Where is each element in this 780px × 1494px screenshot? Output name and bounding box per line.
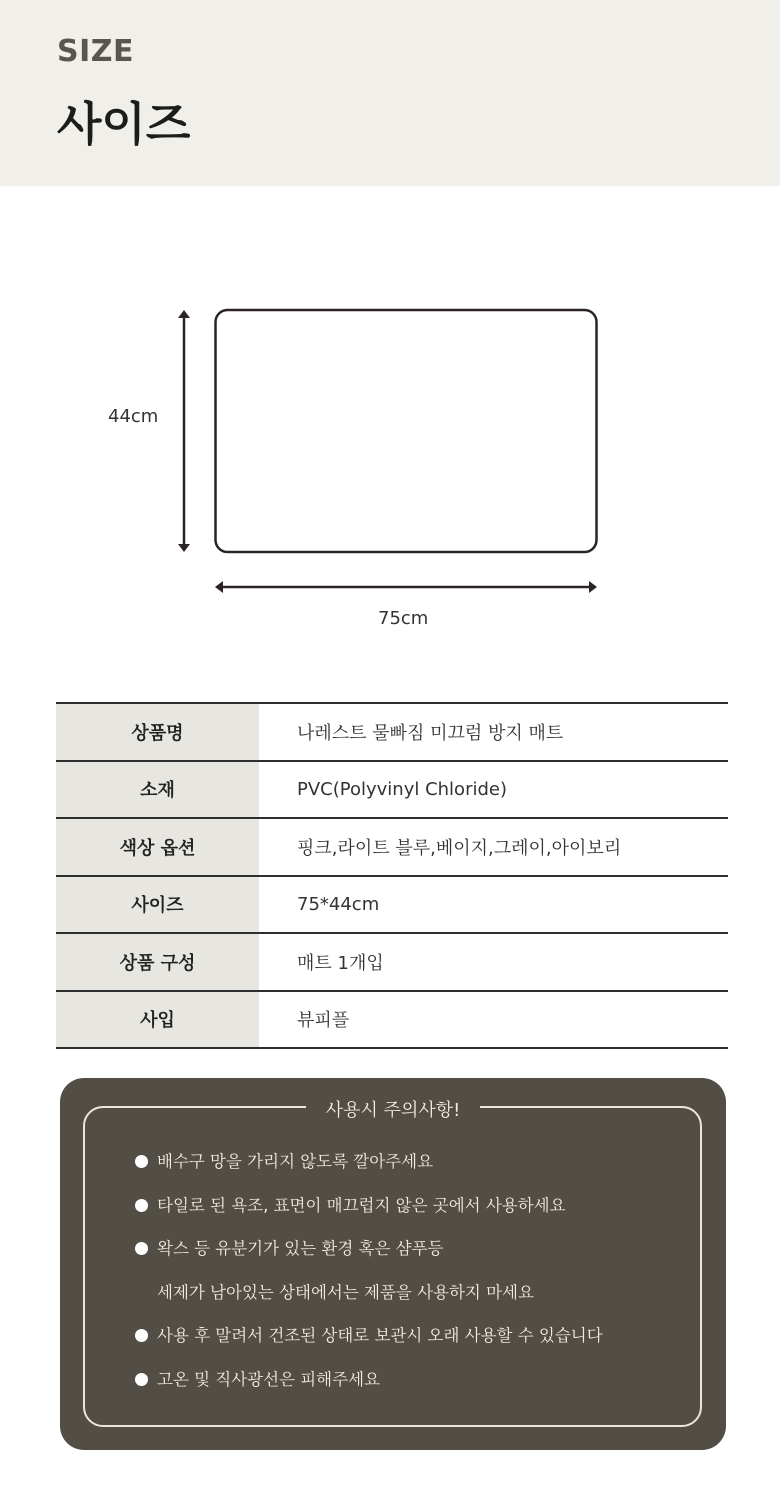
- page-title: 사이즈: [57, 97, 191, 151]
- list-item: [135, 1368, 603, 1412]
- spec-key: 상품 구성: [56, 934, 259, 990]
- list-item: [135, 1150, 603, 1194]
- caution-text: 배수구 망을 가리지 않도록 깔아주세요: [157, 1152, 434, 1171]
- caution-box: [60, 1078, 726, 1450]
- mat-rectangle: [216, 310, 597, 552]
- bullet-icon: [135, 1373, 148, 1386]
- spec-key: 사이즈: [56, 877, 259, 933]
- table-row: [56, 704, 728, 762]
- list-item-continued: [135, 1281, 603, 1325]
- table-row: [56, 877, 728, 935]
- spec-value: 뷰피플: [297, 1010, 350, 1032]
- spec-value: 75*44cm: [297, 893, 380, 915]
- caution-title: 사용시 주의사항!: [306, 1096, 481, 1122]
- bullet-icon: [135, 1155, 148, 1168]
- spec-value: 나레스트 물빠짐 미끄럼 방지 매트: [297, 722, 564, 744]
- list-item: [135, 1194, 603, 1238]
- spec-key: 색상 옵션: [56, 819, 259, 875]
- header: [0, 0, 780, 186]
- width-arrow-head-right: [589, 581, 597, 593]
- size-diagram: [0, 290, 780, 650]
- caution-text: 왁스 등 유분기가 있는 환경 혹은 샴푸등: [157, 1239, 444, 1259]
- bullet-icon: [135, 1329, 148, 1342]
- spec-value: 핑크,라이트 블루,베이지,그레이,아이보리: [297, 837, 622, 859]
- spec-key: 상품명: [56, 704, 259, 760]
- caution-list: [135, 1150, 603, 1412]
- table-row: [56, 934, 728, 992]
- caution-text: 고온 및 직사광선은 피해주세요: [157, 1369, 380, 1389]
- list-item: [135, 1237, 603, 1281]
- spec-table: [56, 702, 728, 1049]
- table-row: [56, 762, 728, 820]
- caution-text: 타일로 된 욕조, 표면이 매끄럽지 않은 곳에서 사용하세요: [157, 1195, 566, 1215]
- width-arrow-head-left: [215, 581, 223, 593]
- width-label: 75cm: [378, 608, 429, 629]
- bullet-icon: [135, 1199, 148, 1212]
- caution-text: 세제가 남아있는 상태에서는 제품을 사용하지 마세요: [157, 1282, 534, 1302]
- spec-value: PVC(Polyvinyl Chloride): [297, 778, 507, 800]
- bullet-icon: [135, 1242, 148, 1255]
- list-item: [135, 1324, 603, 1368]
- height-arrow-head-bottom: [178, 544, 190, 552]
- height-arrow-head-top: [178, 310, 190, 318]
- section-label: SIZE: [57, 34, 135, 69]
- spec-value: 매트 1개입: [297, 952, 384, 974]
- table-row: [56, 819, 728, 877]
- caution-text: 사용 후 말려서 건조된 상태로 보관시 오래 사용할 수 있습니다: [157, 1326, 603, 1346]
- height-label: 44cm: [108, 406, 159, 427]
- table-row: [56, 992, 728, 1050]
- spec-key: 소재: [56, 762, 259, 818]
- mat-outline-drawing: [0, 290, 780, 650]
- spec-key: 사입: [56, 992, 259, 1048]
